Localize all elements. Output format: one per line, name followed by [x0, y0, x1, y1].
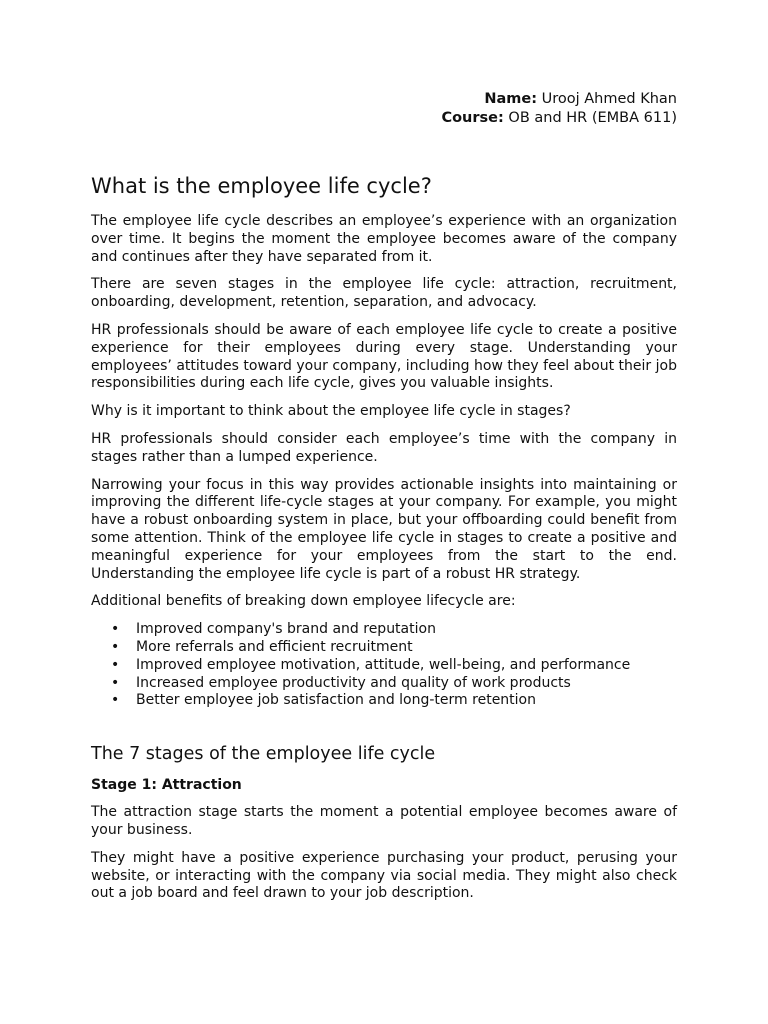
section-heading-seven-stages: The 7 stages of the employee life cycle	[91, 744, 436, 765]
paragraph: Why is it important to think about the employee life cycle in stages?	[91, 403, 571, 420]
paragraph: There are seven stages in the employee life cycle: attraction, recruitment, onboarding, development, retention, separation, and advocacy.	[91, 276, 677, 311]
course-label: Course:	[441, 110, 504, 126]
name-line	[91, 90, 677, 109]
benefits-list	[91, 621, 677, 710]
section-heading-life-cycle: What is the employee life cycle?	[91, 174, 432, 198]
bullet-icon: •	[111, 638, 120, 655]
list-item	[91, 675, 677, 693]
bullet-icon: •	[111, 656, 120, 673]
course-value: OB and HR (EMBA 611)	[503, 110, 677, 126]
list-item-text: More referrals and efficient recruitment	[136, 638, 413, 655]
list-item-text: Better employee job satisfaction and long-term retention	[136, 692, 536, 709]
author-info	[91, 90, 677, 128]
list-item	[91, 657, 677, 675]
bullet-icon: •	[111, 674, 120, 691]
list-item-text: Increased employee productivity and quality of work products	[136, 674, 571, 691]
bullet-icon: •	[111, 692, 120, 709]
paragraph: They might have a positive experience purchasing your product, perusing your website, or interacting with the company via social media. They might also check out a job board and feel drawn to your job description.	[91, 849, 677, 902]
document-body	[91, 90, 677, 913]
stage-heading-attraction: Stage 1: Attraction	[91, 777, 242, 794]
paragraph: The employee life cycle describes an employee’s experience with an organization over time. It begins the moment the employee becomes aware of the company and continues after they have separated from it.	[91, 213, 677, 265]
paragraph: Narrowing your focus in this way provides actionable insights into maintaining or improving the different life-cycle stages at your company. For example, you might have a robust onboarding system in place, but your offboarding could benefit from some attention. Think of the employee life cycle in stages to create a positive and meaningful experience for your employees from the start to the end. Understanding the employee life cycle is part of a robust HR strategy.	[91, 476, 677, 582]
paragraph: Additional benefits of breaking down employee lifecycle are:	[91, 593, 516, 610]
paragraph: HR professionals should consider each employee’s time with the company in stages rather than a lumped experience.	[91, 430, 677, 465]
list-item	[91, 692, 677, 710]
course-line	[91, 109, 677, 128]
paragraph: The attraction stage starts the moment a potential employee becomes aware of your business.	[91, 804, 677, 838]
list-item	[91, 639, 677, 657]
list-item-text: Improved company's brand and reputation	[136, 621, 436, 638]
paragraph: HR professionals should be aware of each employee life cycle to create a positive experience for their employees during every stage. Understanding your employees’ attitudes toward your company, including how they feel about their job responsibilities during each life cycle, gives you valuable insights.	[91, 321, 677, 392]
list-item-text: Improved employee motivation, attitude, well-being, and performance	[136, 656, 631, 673]
name-value: Urooj Ahmed Khan	[537, 91, 677, 107]
bullet-icon: •	[111, 621, 120, 638]
list-item	[91, 621, 677, 639]
name-label: Name:	[484, 91, 537, 107]
